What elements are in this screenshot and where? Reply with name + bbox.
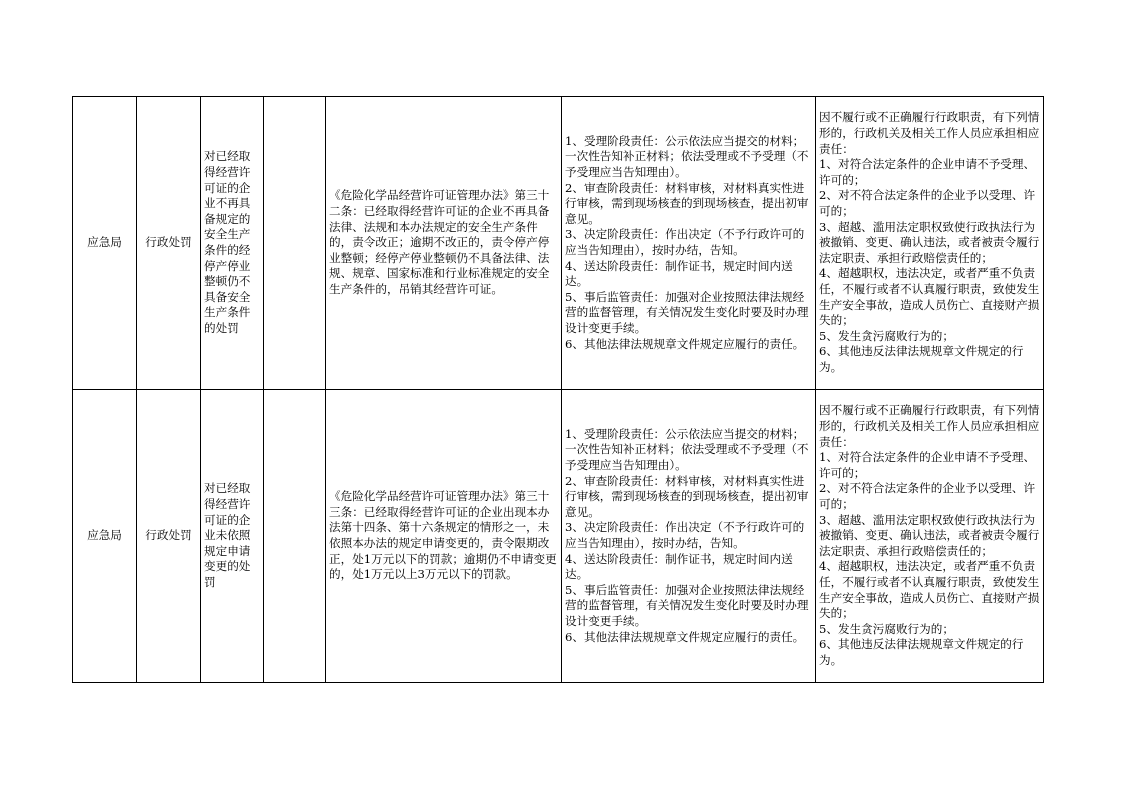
responsibility-item: 6、其他法律法规规章文件规定应履行的责任。 [565,629,805,644]
department-cell: 应急局 [73,97,137,390]
legal-basis-cell: 《危险化学品经营许可证管理办法》第三十二条：已经取得经营许可证的企业不再具备法律、法规和本办法规定的安全生产条件的，责令改正；逾期不改正的，责令停产停业整顿；经停产停业整顿仍不具备法律、法规、规章、国家标准和行业标准规定的安全生产条件的，吊销其经营许可证。 [326,97,562,390]
responsibility-item: 4、送达阶段责任：制作证书，规定时间内送达。 [565,551,793,582]
category-cell: 行政处罚 [137,390,201,683]
responsibility-item: 5、事后监管责任：加强对企业按照法律法规经营的监督管理，有关情况发生变化时要及时办理设计变更手续。 [565,289,809,335]
accountability-item: 6、其他违反法律法规规章文件规定的行为。 [819,344,1024,374]
accountability-cell [816,97,1044,390]
accountability-item: 5、发生贪污腐败行为的； [819,328,954,343]
accountability-item: 2、对不符合法定条件的企业予以受理、许可的； [819,481,1036,512]
responsibility-item: 5、事后监管责任：加强对企业按照法律法规经营的监督管理，有关情况发生变化时要及时办理设计变更手续。 [565,582,809,628]
table-row [73,97,1044,390]
accountability-item: 4、超越职权，违法决定，或者严重不负责任，不履行或者不认真履行职责，致使发生生产安全事故，造成人员伤亡、直接财产损失的； [819,266,1040,328]
item-name-cell: 对已经取得经营许可证的企业不再具备规定的安全生产条件的经停产停业整顿仍不具备安全生产条件的处罚 [201,97,264,390]
responsibility-cell [562,390,816,683]
accountability-item: 1、对符合法定条件的企业申请不予受理、许可的； [819,157,1036,187]
responsibility-cell [562,97,816,390]
power-list-table [72,96,1044,683]
accountability-item: 2、对不符合法定条件的企业予以受理、许可的； [819,188,1036,219]
responsibility-item: 2、审查阶段责任：材料审核，对材料真实性进行审核，需到现场核查的到现场核查，提出初审意见。 [565,473,809,519]
accountability-item: 因不履行或不正确履行行政职责，有下列情形的，行政机关及相关工作人员应承担相应责任： [819,110,1040,156]
responsibility-item: 6、其他法律法规规章文件规定应履行的责任。 [565,336,805,351]
table-row [73,390,1044,683]
accountability-item: 5、发生贪污腐败行为的； [819,621,954,636]
item-name-cell: 对已经取得经营许可证的企业未依照规定申请变更的处罚 [201,390,264,683]
accountability-item: 6、其他违反法律法规规章文件规定的行为。 [819,637,1024,667]
subitem-cell [264,97,326,390]
accountability-item: 3、超越、滥用法定职权致使行政执法行为被撤销、变更、确认违法，或者被责令履行法定职责、承担行政赔偿责任的； [819,219,1040,265]
subitem-cell [264,390,326,683]
accountability-item: 因不履行或不正确履行行政职责，有下列情形的，行政机关及相关工作人员应承担相应责任： [819,403,1040,449]
accountability-item: 4、超越职权，违法决定，或者严重不负责任，不履行或者不认真履行职责，致使发生生产安全事故，造成人员伤亡、直接财产损失的； [819,559,1040,621]
legal-basis-cell: 《危险化学品经营许可证管理办法》第三十三条：已经取得经营许可证的企业出现本办法第十四条、第十六条规定的情形之一，未依照本办法的规定申请变更的，责令限期改正，处1万元以下的罚款；逾期仍不申请变更的，处1万元以上3万元以下的罚款。 [326,390,562,683]
responsibility-item: 2、审查阶段责任：材料审核，对材料真实性进行审核，需到现场核查的到现场核查，提出初审意见。 [565,180,809,226]
department-cell: 应急局 [73,390,137,683]
responsibility-item: 3、决定阶段责任：作出决定（不予行政许可的应当告知理由），按时办结，告知。 [565,520,805,550]
accountability-item: 1、对符合法定条件的企业申请不予受理、许可的； [819,450,1036,480]
responsibility-item: 1、受理阶段责任：公示依法应当提交的材料；一次性告知补正材料；依法受理或不予受理（不予受理应当告知理由）。 [565,426,809,473]
responsibility-item: 3、决定阶段责任：作出决定（不予行政许可的应当告知理由），按时办结，告知。 [565,227,805,257]
category-cell: 行政处罚 [137,97,201,390]
accountability-item: 3、超越、滥用法定职权致使行政执法行为被撤销、变更、确认违法，或者被责令履行法定职责、承担行政赔偿责任的； [819,512,1040,558]
accountability-cell [816,390,1044,683]
responsibility-item: 1、受理阶段责任：公示依法应当提交的材料；一次性告知补正材料；依法受理或不予受理（不予受理应当告知理由）。 [565,133,809,180]
responsibility-item: 4、送达阶段责任：制作证书，规定时间内送达。 [565,258,793,289]
